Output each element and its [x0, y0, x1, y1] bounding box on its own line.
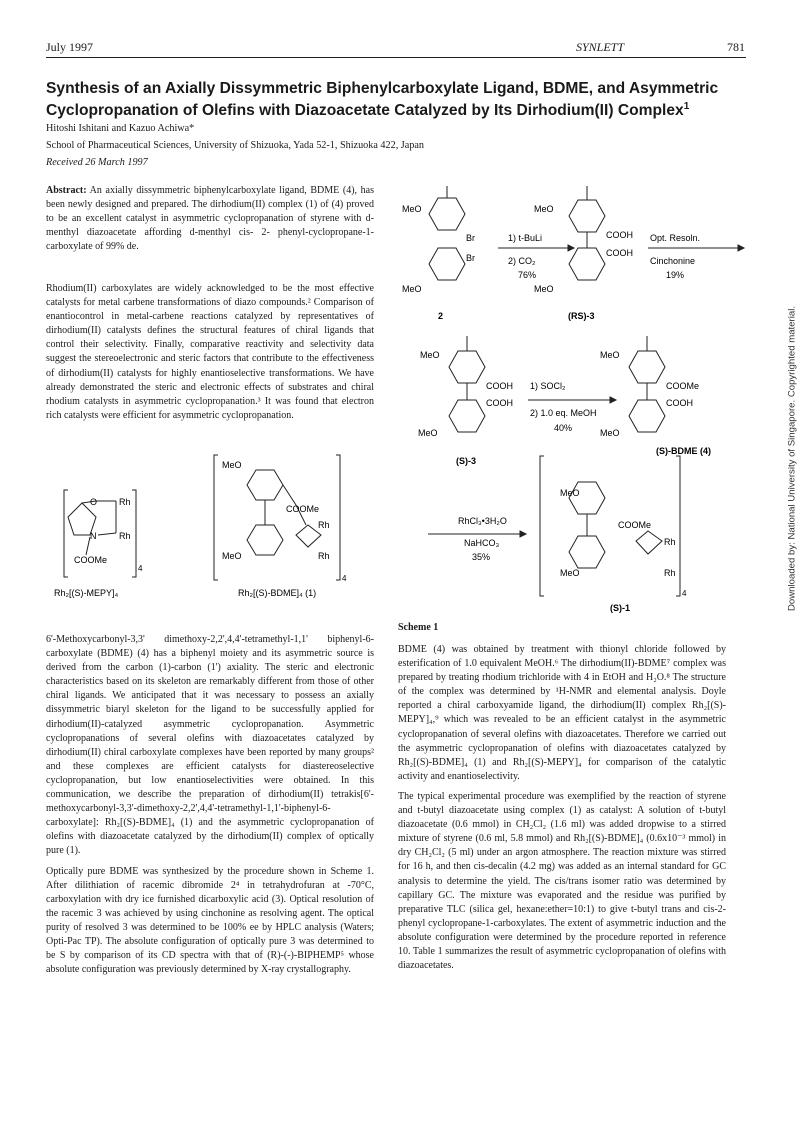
step3-reagent-b: 2) 1.0 eq. MeOH — [530, 408, 597, 418]
s3-cooh-bottom: COOH — [486, 398, 513, 408]
s1-rh-bottom: Rh — [664, 568, 676, 578]
cmpd2-br-top: Br — [466, 233, 475, 243]
s1-label: (S)-1 — [610, 603, 630, 613]
bdme-catalyst-label: Rh₂[(S)-BDME]₄ (1) — [238, 588, 317, 598]
article-title: Synthesis of an Axially Dissymmetric Biphenylcarboxylate Ligand, BDME, and Asymmetric Cyclopropanation of Olefins with Diazoacetate Catalyzed by Its Dirhodium(II) Complex$^1$ — [46, 80, 719, 120]
s4-meo-top: MeO — [600, 350, 620, 360]
s4-cooh: COOH — [666, 398, 693, 408]
header-page-number: 781 — [727, 40, 745, 54]
received-date: Received 26 March 1997 — [46, 157, 148, 168]
step2-yield: 19% — [666, 270, 685, 280]
step3-reagent-a: 1) SOCl₂ — [530, 381, 566, 391]
step3-yield: 40% — [554, 423, 573, 433]
header-rule — [46, 57, 746, 58]
s1-subscript: 4 — [682, 589, 687, 598]
step4-reagent-b: NaHCO₃ — [464, 538, 500, 548]
bdme-cat-meo-top: MeO — [222, 460, 242, 470]
bdme-design-text: 6'-Methoxycarbonyl-3,3' dimethoxy-2,2',4,4'-tetramethyl-1,1' biphenyl-6-carboxylate (BDME) (4) has a biphenyl moiety and its asymmetric source is derived from the carbon (1)-carbon (1') axiality. The steric and electronic characteristics based on its skeleton are remarkably different from those of other chiral ligands. We anticipated that it was necessary to possess an axially dissymmetric biaryl skeleton for the ligand to be successfully applied for dirhodium(II)-catalyzed asymmetric cyclopropanation. Asymmetric cyclopropanations of several olefins with diazoacetates catalyzed by dirhodium(II) chiral carboxylate complexes have been reported by many groups² and these complexes are efficient catalysts for diastereoselective cyclopropanation, but low enantioselectivities were obtained. In this communication, we describe the preparation of dirhodium(II) tetrakis[6'-methoxycarbonyl-3,3'-dimethoxy-2,2',4,4'-tetramethyl-1,1'-biphenyl-6-carboxylate]: Rh₂[(S)-BDME]₄ (1) and the asymmetric cyclopropanation of olefins with diazoacetate catalyzed by the dirhodium(II) complex of optically pure (1). — [46, 634, 374, 857]
rs3-meo-top: MeO — [534, 204, 554, 214]
mepy-o-atom: O — [90, 497, 98, 507]
title-reference: 1 — [683, 101, 690, 112]
right-column-text — [398, 643, 726, 979]
s4-label: (S)-BDME (4) — [656, 446, 711, 456]
step4-yield: 35% — [472, 552, 491, 562]
s1-ester: COOMe — [618, 520, 652, 530]
rs3-cooh-top: COOH — [606, 230, 633, 240]
header-journal: SYNLETT — [576, 40, 625, 54]
rs3-meo-bottom: MeO — [534, 284, 554, 294]
s3-meo-top: MeO — [420, 350, 440, 360]
mepy-n-atom: N — [90, 531, 97, 541]
s3-label: (S)-3 — [456, 456, 476, 466]
rs3-label: (RS)-3 — [568, 311, 595, 321]
catalyst-structures-figure — [46, 455, 386, 605]
abstract — [46, 184, 374, 254]
s1-meo-top: MeO — [560, 488, 580, 498]
s4-meo-bottom: MeO — [600, 428, 620, 438]
affiliation: School of Pharmaceutical Sciences, University of Shizuoka, Yada 52-1, Shizuoka 422, Japan — [46, 140, 424, 151]
bdme-cat-meo-bottom: MeO — [222, 551, 242, 561]
abstract-text: An axially dissymmetric biphenylcarboxylate ligand, BDME (4), has been newly designed and prepared. The dirhodium(II) complex (1) of (4) proved to be an excellent catalyst in asymmetric cyclopropanation of styrene with d-menthyl diazoacetate affording d-menthyl cis- 2- phenyl-cyclopropane-1-carboxylate of 99% de. — [46, 185, 375, 253]
cmpd2-meo-bottom: MeO — [402, 284, 422, 294]
step2-reagent-b: Cinchonine — [650, 256, 696, 266]
rs3-cooh-bottom: COOH — [606, 248, 633, 258]
authors: Hitoshi Ishitani and Kazuo Achiwa* — [46, 123, 195, 134]
scheme-1-figure — [398, 186, 748, 616]
experimental-procedure-text: The typical experimental procedure was exemplified by the reaction of styrene and t-butyl diazoacetate using complex (1) as catalyst: A solution of t-butyl diazoacetate (0.6 mmol) in CH₂Cl₂ (1.6 ml) was added dropwise to a stirred mixture of styrene (0.6 ml, 5.8 mmol) and Rh₂[(S)-BDME]₄ (0.6x10⁻³ mmol) in dry CH₂Cl₂ (5 ml) under an argon atmosphere. The reaction mixture was stirred for 16 h, and then cis-decalin (4.2 mg) was added as an internal standard for GC analysis to determine the yield. The cis/trans isomer ratio was determined by capillary GC. The mixture was evaporated and the residue was purified by preparative TLC (silica gel, hexane:ether=10:1) to give t-butyl trans and cis-2-phenyl cyclopropane-1-carboxylates. The extent of asymmetric induction and the absolute configuration were determined by the procedure reported in reference 10. Table 1 summarizes the result of asymmetric cyclopropanation of olefins with diazoacetates. — [398, 790, 726, 972]
abstract-label: Abstract: — [46, 185, 87, 196]
s3-meo-bottom: MeO — [418, 428, 438, 438]
bdme-cat-subscript: 4 — [342, 574, 347, 583]
mepy-rh-bottom: Rh — [119, 531, 131, 541]
scheme-label: Scheme 1 — [398, 622, 439, 633]
header-date: July 1997 — [46, 40, 94, 54]
bdme-cat-rh-top: Rh — [318, 520, 330, 530]
step1-reagent-a: 1) t-BuLi — [508, 233, 543, 243]
cmpd2-br-bottom: Br — [466, 253, 475, 263]
synthesis-text: Optically pure BDME was synthesized by the procedure shown in Scheme 1. After dilithiation of racemic dibromide 2⁴ in tetrahydrofuran at -70°C, carboxylation with dry ice furnished dicarboxylic acid (3). Optical resolution of the racemic 3 was achieved by using cinchonine as resolving agent. The optical purity of resolved 3 was determined to be 100% ee by HPLC analysis (Waters; Opti-Pac TP). The absolute configuration of optically pure 3 was determined to be S by comparison of its CD spectra with that of (R)-(-)-BIPHEMP⁵ whose absolute configuration was previously determined by X-ray crystallography. — [46, 865, 374, 976]
step2-reagent-a: Opt. Resoln. — [650, 233, 701, 243]
bdme-preparation-text: BDME (4) was obtained by treatment with thionyl chloride followed by esterification of 1.0 equivalent MeOH.⁶ The dirhodium(II)-BDME⁷ complex was prepared by treating rhodium trichloride with 4 in EtOH and H₂O.⁸ The structure of the complex was determined by ¹H-NMR and elemental analysis. Doyle reported a chiral carboxyamide ligand, the dirhodium(II) complex Rh₂[(S)-MEPY]₄,⁹ which was revealed to be an efficient catalyst in the asymmetric cyclopropanation of several olefins with diazoacetates. Therefore we carried out the asymmetric cyclopropanation of olefins with diazoacetates catalyzed by Rh₂[(S)-BDME]₄ (1) and Rh₂[(S)-MEPY]₄ for comparison of the catalytic activity and enantioselectivity. — [398, 644, 726, 782]
mepy-subscript: 4 — [138, 564, 143, 573]
bdme-cat-ester: COOMe — [286, 504, 320, 514]
mepy-catalyst-label: Rh₂[(S)-MEPY]₄ — [54, 588, 119, 598]
download-watermark: Downloaded by: National University of Singapore. Copyrighted material. — [786, 305, 798, 612]
bdme-cat-rh-bottom: Rh — [318, 551, 330, 561]
cmpd2-meo-top: MeO — [402, 204, 422, 214]
step4-reagent-a: RhCl₃•3H₂O — [458, 516, 507, 526]
cmpd2-label: 2 — [438, 311, 444, 321]
mepy-ester: COOMe — [74, 555, 108, 565]
s3-cooh-top: COOH — [486, 381, 513, 391]
step1-yield: 76% — [518, 270, 537, 280]
s4-ester: COOMe — [666, 381, 700, 391]
intro-paragraph: Rhodium(II) carboxylates are widely acknowledged to be the most effective catalysts for metal carbene transformations of diazo compounds.² Comparison of enantiocontrol in metal-carbene reactions catalyzed by representatives of dirhodium(II) catalysts defines the structural features of chiral ligands that control their selectivity. Finally, comparative reactivity and selectivity data suggest the stereoelectronic and steric factors that contribute to the effectiveness of dirhodium(II) catalysts for highly enantioselective transformations. We have already demonstrated the steric and electronic effects of substrates and chiral rhodium catalysts in asymmetric cyclopropanation.³ It was found that electron rich catalysts were efficient for asymmetric cyclopropanation. — [46, 283, 374, 421]
step1-reagent-b: 2) CO₂ — [508, 256, 536, 266]
s1-meo-bottom: MeO — [560, 568, 580, 578]
bdme-paragraph — [46, 633, 374, 983]
mepy-rh-top: Rh — [119, 497, 131, 507]
s1-rh-top: Rh — [664, 537, 676, 547]
